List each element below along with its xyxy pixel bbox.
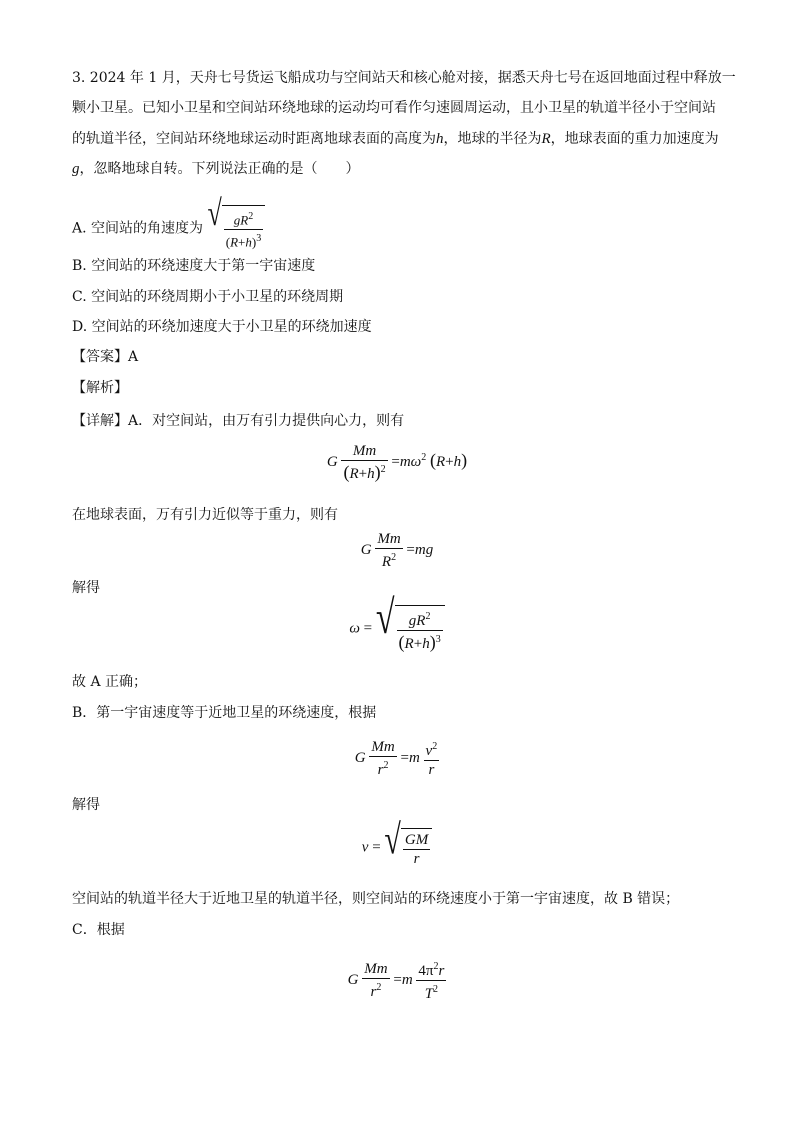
question-line-4 bbox=[72, 160, 360, 178]
option-d: D. 空间站的环绕加速度大于小卫星的环绕加速度 bbox=[72, 319, 372, 335]
analysis-label: 【解析】 bbox=[72, 380, 128, 396]
option-a-formula: √ $\frac{gR^2}{(R+h)^3}$ bbox=[207, 205, 265, 252]
question-line-3-text-b: ，地球的半径为 bbox=[443, 131, 542, 147]
variable-R: R bbox=[541, 131, 551, 147]
question-line-3-text-c: ，地球表面的重力加速度为 bbox=[550, 131, 719, 147]
a-correct-text: 故 A 正确； bbox=[72, 674, 148, 690]
question-line-1: 3. 2024 年 1 月，天舟七号货运飞船成功与空间站天和核心舱对接，据悉天舟七号在返回地面过程中释放一 bbox=[72, 70, 736, 86]
question-line-3-text-a: 的轨道半径，空间站环绕地球运动时距离地球表面的高度为 bbox=[72, 131, 436, 147]
solve-text-1: 解得 bbox=[72, 580, 100, 596]
equation-angular-velocity: ω = √ $\frac{gR^2}{(R+h)^3}$ bbox=[0, 605, 794, 653]
solve-text-2: 解得 bbox=[72, 797, 100, 813]
variable-g: g bbox=[72, 161, 80, 177]
question-line-3 bbox=[72, 130, 719, 148]
sqrt-sign: √ bbox=[207, 192, 222, 234]
detail-label: 【详解】 bbox=[72, 413, 128, 429]
equation-first-cosmic-velocity: G $\frac{Mm}{r^2}$ =m $\frac{v^2}{r}$ bbox=[354, 739, 438, 778]
variable-h: h bbox=[436, 131, 444, 147]
question-line-2: 颗小卫星。已知小卫星和空间站环绕地球的运动均可看作匀速圆周运动，且小卫星的轨道半径小于空间站 bbox=[72, 100, 716, 116]
b-intro-text: B．第一宇宙速度等于近地卫星的环绕速度，根据 bbox=[72, 705, 377, 721]
question-line-4-text: ，忽略地球自转。下列说法正确的是（ ） bbox=[79, 161, 360, 177]
option-a bbox=[72, 192, 265, 252]
sqrt-sign: √ bbox=[375, 592, 395, 645]
option-a-text: A. 空间站的角速度为 bbox=[72, 220, 204, 237]
equation-surface-gravity: G $\frac{Mm}{R^2}$ =mg bbox=[360, 531, 434, 570]
detail-intro-line bbox=[72, 412, 404, 430]
option-c: C. 空间站的环绕周期小于小卫星的环绕周期 bbox=[72, 289, 344, 305]
c-intro-text: C．根据 bbox=[72, 922, 125, 938]
equation-orbital-velocity: v = √ $\frac{GM}{r}$ bbox=[0, 828, 794, 868]
answer-label: 【答案】 bbox=[72, 349, 128, 365]
sqrt-sign: √ bbox=[384, 817, 401, 864]
detail-intro: A．对空间站，由万有引力提供向心力，则有 bbox=[128, 413, 405, 429]
surface-gravity-text: 在地球表面，万有引力近似等于重力，则有 bbox=[72, 507, 338, 523]
option-b: B. 空间站的环绕速度大于第一宇宙速度 bbox=[72, 258, 316, 274]
equation-orbital-period: G $\frac{Mm}{r^2}$ =m $\frac{4\pi^2r}{T^2}$ bbox=[0, 958, 794, 1003]
answer-value: A bbox=[128, 349, 139, 365]
equation-gravity-centripetal: G $\frac{Mm}{(R+h)^2}$ $=m\omega^2$ (R+h) bbox=[326, 443, 468, 482]
answer-line bbox=[72, 348, 138, 366]
b-conclusion-text: 空间站的轨道半径大于近地卫星的轨道半径，则空间站的环绕速度小于第一宇宙速度，故 B 错误； bbox=[72, 891, 680, 907]
